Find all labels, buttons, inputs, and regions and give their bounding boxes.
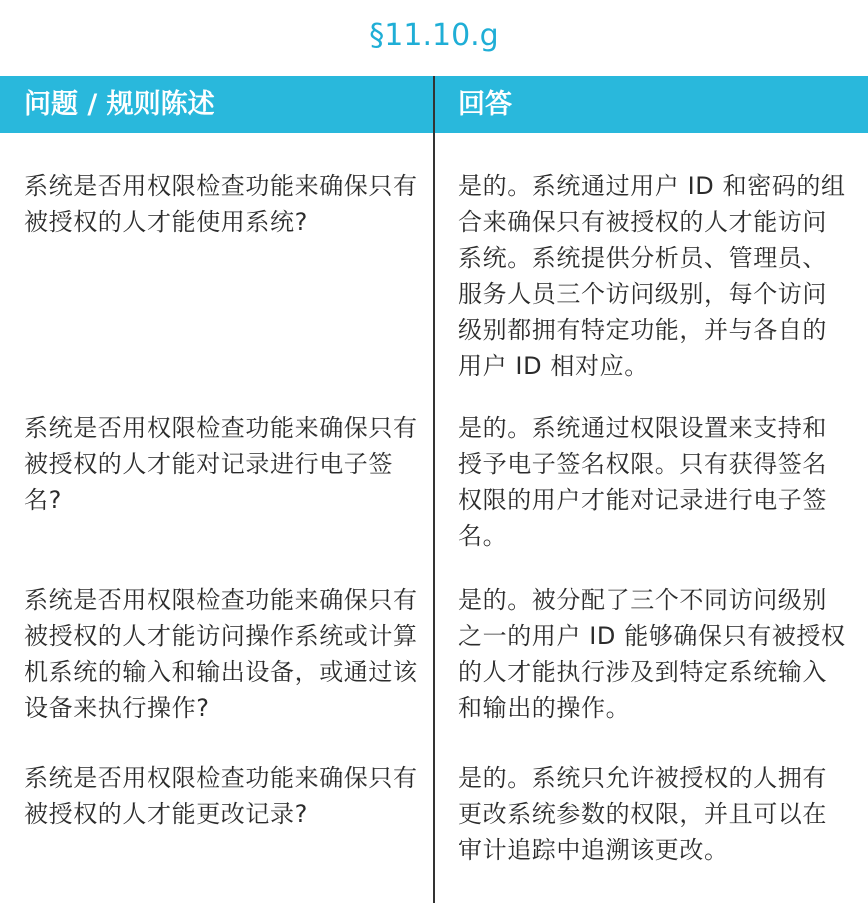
section-title: §11.10.g [369,18,499,53]
column-divider [433,76,435,903]
row-3-question: 系统是否用权限检查功能来确保只有被授权的人才能访问操作系统或计算机系统的输入和输出设备，或通过该设备来执行操作? [24,586,418,722]
row-4-answer: 是的。系统只允许被授权的人拥有更改系统参数的权限，并且可以在审计追踪中追溯该更改。 [458,764,827,864]
header-answer: 回答 [458,89,512,120]
row-4-question: 系统是否用权限检查功能来确保只有被授权的人才能更改记录? [24,764,418,828]
row-3-answer: 是的。被分配了三个不同访问级别之一的用户 ID 能够确保只有被授权的人才能执行涉及到特定系统输入和输出的操作。 [458,586,846,722]
row-1-question: 系统是否用权限检查功能来确保只有被授权的人才能使用系统? [24,172,418,236]
row-2-answer: 是的。系统通过权限设置来支持和授予电子签名权限。只有获得签名权限的用户才能对记录进行电子签名。 [458,414,827,550]
row-1-answer: 是的。系统通过用户 ID 和密码的组合来确保只有被授权的人才能访问系统。系统提供分析员、管理员、服务人员三个访问级别，每个访问级别都拥有特定功能，并与各自的用户 ID 相对应。 [458,172,846,380]
header-question: 问题 / 规则陈述 [24,89,215,120]
row-2-question: 系统是否用权限检查功能来确保只有被授权的人才能对记录进行电子签名? [24,414,418,514]
